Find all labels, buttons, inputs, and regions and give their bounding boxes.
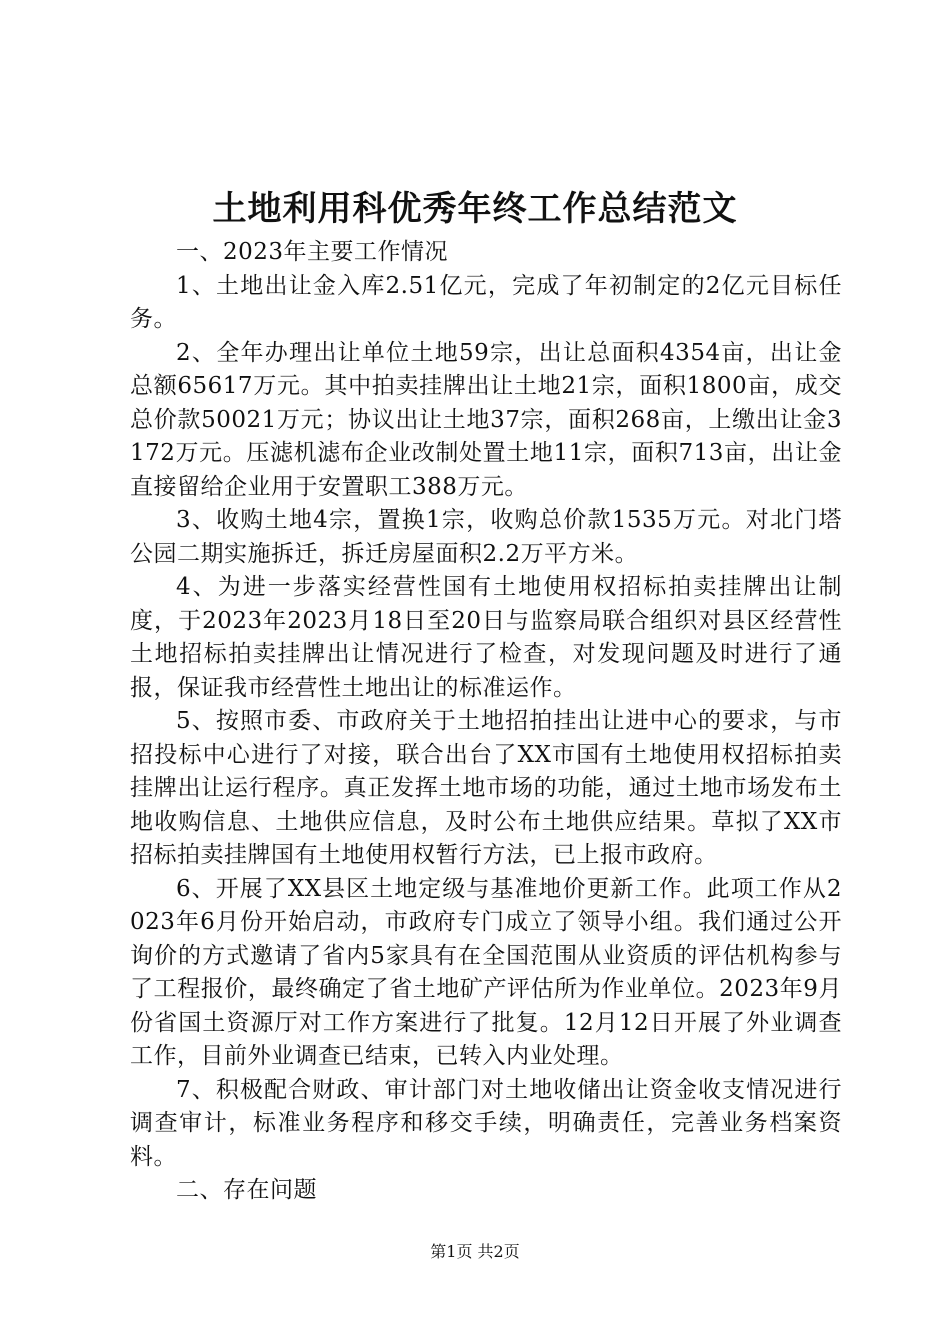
paragraph-item-1: 1、土地出让金入库2.51亿元，完成了年初制定的2亿元目标任务。 bbox=[130, 272, 842, 332]
paragraph-item-4: 4、为进一步落实经营性国有土地使用权招标拍卖挂牌出让制度，于2023年2023月18日至20日与监察局联合组织对县区经营性土地招标拍卖挂牌出让情况进行了检查，对发现问题及时进行了通报，保证我市经营性土地出让的标准运作。 bbox=[130, 574, 842, 701]
paragraph-item-3: 3、收购土地4宗，置换1宗，收购总价款1535万元。对北门塔公园二期实施拆迁，拆迁房屋面积2.2万平方米。 bbox=[130, 507, 842, 567]
paragraph-item-6: 6、开展了XX县区土地定级与基准地价更新工作。此项工作从2023年6月份开始启动，市政府专门成立了领导小组。我们通过公开询价的方式邀请了省内5家具有在全国范围从业资质的评估机构参与了工程报价，最终确定了省土地矿产评估所为作业单位。2023年9月份省国土资源厅对工作方案进行了批复。12月12日开展了外业调查工作，目前外业调查已结束，已转入内业处理。 bbox=[130, 875, 842, 1069]
page-footer: 第1页 共2页 bbox=[430, 1242, 520, 1261]
document-title: 土地利用科优秀年终工作总结范文 bbox=[212, 189, 738, 229]
document-body bbox=[130, 236, 842, 1208]
paragraph-item-7: 7、积极配合财政、审计部门对土地收储出让资金收支情况进行调查审计，标准业务程序和移交手续，明确责任，完善业务档案资料。 bbox=[130, 1076, 842, 1170]
paragraph-item-5: 5、按照市委、市政府关于土地招拍挂出让进中心的要求，与市招投标中心进行了对接，联合出台了XX市国有土地使用权招标拍卖挂牌出让运行程序。真正发挥土地市场的功能，通过土地市场发布土地收购信息、土地供应信息，及时公布土地供应结果。草拟了XX市招标拍卖挂牌国有土地使用权暂行方法，已上报市政府。 bbox=[130, 708, 842, 868]
paragraph-item-2: 2、全年办理出让单位土地59宗，出让总面积4354亩，出让金总额65617万元。其中拍卖挂牌出让土地21宗，面积1800亩，成交总价款50021万元；协议出让土地37宗，面积268亩，上缴出让金3172万元。压滤机滤布企业改制处置土地11宗，面积713亩，出让金直接留给企业用于安置职工388万元。 bbox=[130, 339, 842, 500]
section-heading-main-work: 一、2023年主要工作情况 bbox=[176, 239, 449, 265]
section-heading-problems: 二、存在问题 bbox=[176, 1177, 317, 1203]
